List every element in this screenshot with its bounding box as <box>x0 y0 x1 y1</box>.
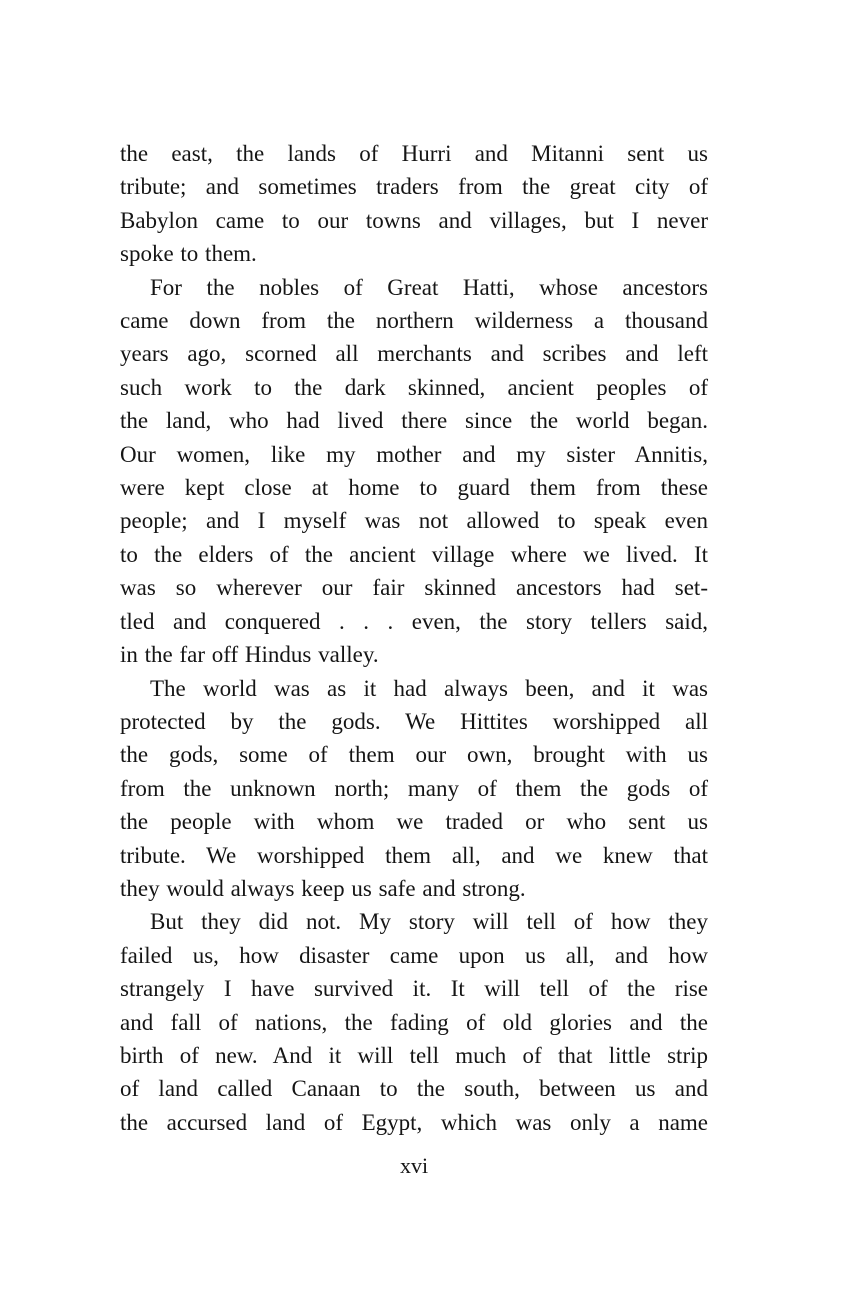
text-line: from the unknown north; many of them the gods of <box>120 775 708 801</box>
text-line: in the far off Hindus valley. <box>120 642 379 668</box>
text-line: was so wherever our fair skinned ancestors had set- <box>120 575 708 601</box>
text-line: the east, the lands of Hurri and Mitanni sent us <box>120 141 708 166</box>
text-line: tled and conquered . . . even, the story tellers said, <box>120 608 708 634</box>
text-line: But they did not. My story will tell of how they <box>150 909 708 935</box>
text-line: came down from the northern wilderness a thousand <box>120 308 708 334</box>
text-line: years ago, scorned all merchants and scribes and left <box>120 341 708 367</box>
text-line: and fall of nations, the fading of old glories and the <box>120 1009 708 1035</box>
text-line: Babylon came to our towns and villages, but I never <box>120 207 708 233</box>
text-line: Our women, like my mother and my sister Annitis, <box>120 441 708 467</box>
text-line: of land called Canaan to the south, between us and <box>120 1076 708 1102</box>
text-line: spoke to them. <box>120 241 257 267</box>
text-line: For the nobles of Great Hatti, whose ancestors <box>150 274 708 300</box>
text-line: the people with whom we traded or who sent us <box>120 809 708 835</box>
text-line: The world was as it had always been, and it was <box>150 675 708 701</box>
text-line: tribute; and sometimes traders from the great city of <box>120 174 708 200</box>
text-line: such work to the dark skinned, ancient peoples of <box>120 374 708 400</box>
text-line: birth of new. And it will tell much of that little strip <box>120 1042 708 1068</box>
page-text <box>120 137 708 1139</box>
text-line: were kept close at home to guard them from these <box>120 475 708 501</box>
text-line: they would always keep us safe and strong. <box>120 875 526 901</box>
text-line: tribute. We worshipped them all, and we knew that <box>120 842 708 868</box>
text-line: strangely I have survived it. It will tell of the rise <box>120 976 708 1002</box>
text-line: the land, who had lived there since the world began. <box>120 408 708 434</box>
text-line: the gods, some of them our own, brought with us <box>120 742 708 768</box>
text-line: the accursed land of Egypt, which was only a name <box>120 1109 708 1135</box>
text-line: people; and I myself was not allowed to speak even <box>120 508 708 534</box>
text-line: protected by the gods. We Hittites worshipped all <box>120 708 708 734</box>
text-line: to the elders of the ancient village where we lived. It <box>120 541 708 567</box>
page-number: xvi <box>399 1153 429 1179</box>
text-line: failed us, how disaster came upon us all, and how <box>120 942 708 968</box>
